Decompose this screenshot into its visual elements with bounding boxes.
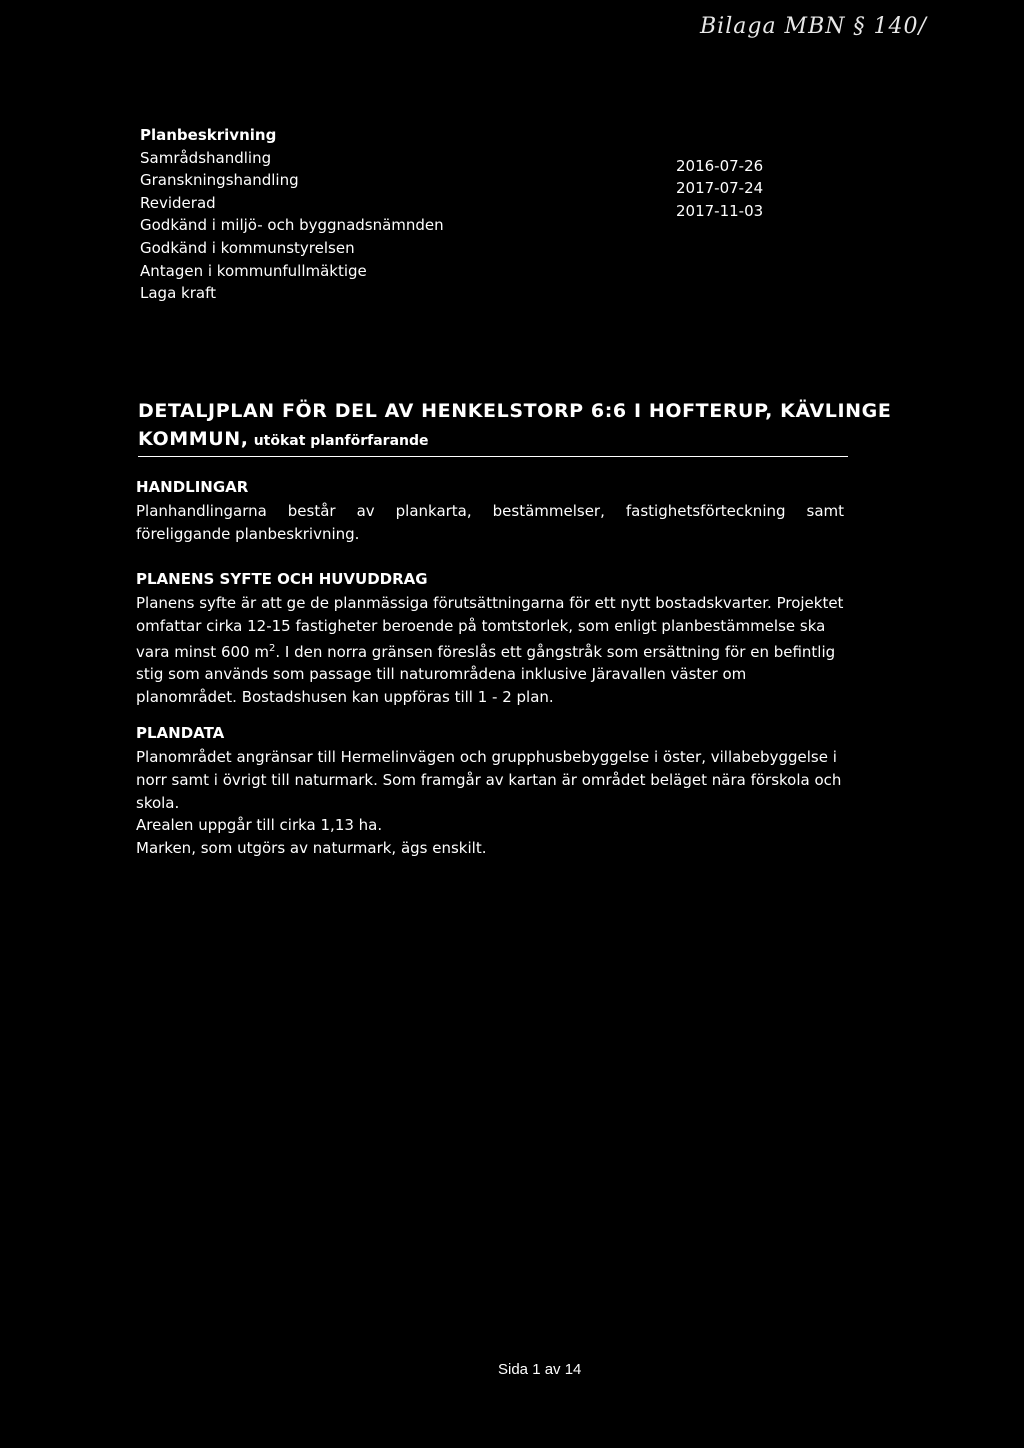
section-syfte — [136, 570, 844, 709]
status-row — [140, 169, 780, 198]
document-title — [138, 400, 892, 450]
status-row — [140, 282, 780, 305]
syfte-text — [136, 592, 844, 709]
status-label: Reviderad — [140, 193, 216, 212]
syfte-sup: 2 — [268, 642, 276, 654]
status-row — [140, 147, 780, 175]
syfte-text-b: . I den norra gränsen föreslås ett gångstråk som ersättning för en befintlig stig som används som passage till naturområdena inklusive Järavallen väster om planområdet. Bostadshusen kan uppföras till 1 - 2 plan. — [136, 642, 836, 707]
title-line-1: DETALJPLAN FÖR DEL AV HENKELSTORP 6:6 I HOFTERUP, KÄVLINGE — [138, 400, 892, 422]
plandata-p1: Planområdet angränsar till Hermelinvägen och grupphusbebyggelse i öster, villabebyggelse i norr samt i övrigt till naturmark. Som framgår av kartan är området beläget nära förskola och skola. — [136, 748, 842, 812]
section-plandata — [136, 724, 844, 860]
page-number: Sida 1 av 14 — [498, 1361, 582, 1378]
status-rows — [140, 147, 780, 305]
status-label: Antagen i kommunfullmäktige — [140, 261, 367, 280]
status-row — [140, 260, 780, 283]
status-title: Planbeskrivning — [140, 126, 277, 144]
section-handlingar — [136, 478, 844, 546]
status-block — [140, 124, 780, 305]
title-line-2-main: KOMMUN, — [138, 428, 249, 450]
status-row — [140, 237, 780, 260]
handwritten-annotation: Bilaga MBN § 140/ — [700, 14, 927, 39]
title-line-2-sub: utökat planförfarande — [253, 433, 429, 449]
syfte-text-a: Planens syfte är att ge de planmässiga förutsättningarna för ett nytt bostadskvarter. Projektet omfattar cirka 12-15 fastigheter beroende på tomtstorlek, som enligt planbestämmelse ska vara minst 600 m — [136, 594, 844, 661]
title-line-2 — [138, 428, 858, 450]
plandata-heading: PLANDATA — [136, 724, 225, 742]
status-label: Godkänd i miljö- och byggnadsnämnden — [140, 216, 444, 235]
handlingar-text: Planhandlingarna består av plankarta, bestämmelser, fastighetsförteckning samt föreliggande planbeskrivning. — [136, 502, 844, 543]
syfte-heading: PLANENS SYFTE OCH HUVUDDRAG — [136, 570, 428, 588]
status-row — [140, 192, 780, 220]
plandata-p3: Marken, som utgörs av naturmark, ägs enskilt. — [136, 839, 487, 858]
plandata-p2: Arealen uppgår till cirka 1,13 ha. — [136, 816, 383, 835]
status-date: 2016-07-26 — [676, 156, 764, 175]
status-row — [140, 214, 780, 237]
title-rule — [138, 456, 848, 457]
status-label: Laga kraft — [140, 284, 216, 303]
status-label: Godkänd i kommunstyrelsen — [140, 238, 355, 257]
status-date: 2017-11-03 — [676, 201, 764, 220]
status-date: 2017-07-24 — [676, 179, 764, 198]
status-label: Granskningshandling — [140, 171, 299, 190]
status-label: Samrådshandling — [140, 148, 272, 167]
handlingar-heading: HANDLINGAR — [136, 478, 249, 496]
